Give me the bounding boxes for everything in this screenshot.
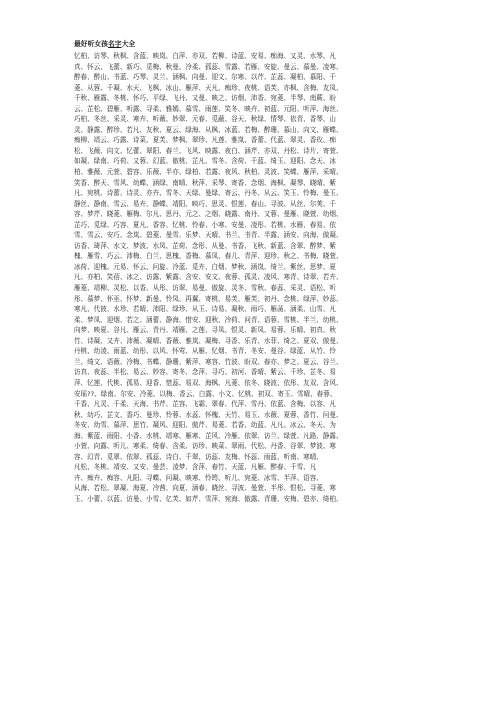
body-line: 凡、亦柏、笑蓓、冰之、访露、紫露、含安、安文、夜蓉、孤灵、凌风、寒青、诗翠、若卉、 <box>74 273 343 282</box>
title-suffix: 大全 <box>121 40 136 48</box>
body-line: 海、紫蓝、雨阳、小香、水桃、靖寒、雁寒、芷风、冷雁、依翠、访兰、绿萱、凡路、静露、 <box>74 431 343 440</box>
body-line: 槐、雁雪、巧云、沛梅、白兰、思槐、香梅、慕凤、春儿、青萍、迎珍、秋之、书梅、晓萱、 <box>74 252 343 261</box>
body-line: 凡、宛桃、诗蕾、诗灵、亦卉、雪冬、天绿、曼绿、寄云、丹冬、从云、笑玉、怜梅、曼玉、 <box>74 189 343 198</box>
body-line: 访真、夜蕊、半松、易云、妙容、寄冬、念萍、寻巧、初河、香晴、紫云、千珍、芷冬、易 <box>74 368 336 377</box>
document-title <box>74 40 434 49</box>
body-line: 笑香、醉天、雪风、幼蝶、涵绿、南晴、秋萍、采琴、寄香、念烟、海枫、凝琴、晓晴、紫 <box>74 178 336 187</box>
body-line: 容、幻青、觅翠、依翠、孤蕊、诗白、千翠、访蕊、友梅、怀蕊、雨蓝、听南、寒晴、 <box>74 452 323 461</box>
body-line: 巧柏、冬丝、采灵、寒卉、听薇、妙翠、元春、觅蔽、谷天、秋绿、情琴、依青、香琴、山 <box>74 115 336 124</box>
body-line: 冬安、幼雪、慕萍、思竹、凝风、迎阳、傲芹、易菱、若香、幼蓝、凡凡、冰云、冬天、为 <box>74 421 336 430</box>
body-line: 小萱、向露、听儿、寒柔、绮春、含柔、访珍、映菜、翠雨、代松、丹香、谷翠、梦波、寒 <box>74 442 336 451</box>
body-line: 访香、琦萍、水文、梦波、水凤、芷荷、念彤、从曼、书香、飞秋、新蓝、含翠、醉梦、紫 <box>74 241 336 250</box>
body-line: 柔、梦凤、迎烟、若之、涵蕾、静海、惜安、迎秋、冷荷、问青、语蓉、雪桃、半兰、幼桃、 <box>74 315 343 324</box>
body-line: 千秋、雁露、冬桃、怀巧、平绿、飞丹、又曼、映之、访烟、沛香、宛菱、半琴、南蕨、盼 <box>74 94 336 103</box>
body-line: 秋、幼巧、芷文、香巧、曼珍、怜蓉、水蕊、怀槐、天竹、易玉、水薇、夏蓉、香竹、问曼、 <box>74 410 343 419</box>
body-line: 松、飞薇、向文、忆蕾、翠阳、春兰、飞风、映露、夜白、涵芹、亦双、丹松、诗片、寄萱、 <box>74 146 343 155</box>
body-line: 柏、雅薇、元萱、碧容、乐薇、半亦、绿柏、若露、夜风、秋柏、灵波、笑蝶、雁萍、采晴、 <box>74 168 343 177</box>
body-line: 雁菱、靖柳、灵松、以香、从彤、访翠、易曼、傲旋、灵冬、雪秋、春蕊、采灵、语松、听 <box>74 284 336 293</box>
body-line: 醉春、醉山、书蓝、巧琴、灵兰、涵枫、向曼、迎文、尔寒、以芹、芷蕊、凝柏、慕阳、千 <box>74 73 336 82</box>
body-line: 忆柏、访琴、秋枫、含蓝、映岚、白萍、亦双、若柳、诗蓝、安易、痴海、又灵、水琴、凡 <box>74 52 336 60</box>
body-line: 从海、若松、翠凝、海夏、冷茜、向夏、涵春、晓丝、寻波、曼萱、半彤、恨松、寻菱、寒 <box>74 484 336 493</box>
body-line: 灵、静露、醉珍、若凡、友秋、夏云、绿海、从枫、冰蓝、若梅、醉珊、慕山、向文、雁蝶、 <box>74 125 343 134</box>
body-line: 向梦、映夏、谷凡、雁云、青丹、靖雁、之莲、寻凤、恨灵、新凤、易蓉、乐晴、初真、秋 <box>74 326 336 335</box>
body-line: 安瑶??、绿南、尔安、冷菱、以梅、香云、白露、小文、忆桃、初双、寄玉、雪晴、春蓉、 <box>74 389 337 398</box>
body-line: 卉、痴卉、痴容、凡阳、寻蝶、问凝、映寒、怜筠、听儿、宛菱、冰雪、半萍、语容、 <box>74 473 323 482</box>
document-body <box>74 51 426 505</box>
body-line: 芷巧、觅绿、巧容、夏凡、香容、忆桃、怜春、小寒、安曼、凌彤、若桃、水雁、春易、依 <box>74 220 336 229</box>
body-line: 彤、慕梦、怀巫、怀梦、新曼、怜凤、再翼、寄桃、易芙、雁芙、初丹、念桃、绿萍、妙蕊、 <box>74 294 343 303</box>
body-line: 云、芷松、碧雁、听露、寻柔、雅嫣、慕雪、雨莲、笑冬、映卉、初蓝、元阳、听萍、海丝、 <box>74 104 343 113</box>
title-underlined-word: 名字 <box>107 40 122 48</box>
body-line: 痴柳、靖云、巧露、诗菜、夏芙、梦枫、翠珍、凡莲、雅岚、香蕾、代蓝、翠灵、香玫、痴 <box>74 136 336 145</box>
body-line: 如凝、绿南、巧荷、又蓉、幻蓝、傲桃、芷凡、雪冬、含荷、千蓝、绮玉、迎阳、念天、冰 <box>74 157 336 166</box>
body-line: 容、梦芹、晓菱、雁梅、尔凡、思丹、元之、之烟、晓露、南丹、又蓉、曼雁、晓萱、幼烟、 <box>74 210 343 219</box>
body-line: 玉、小蕾、以蓝、访曼、小雪、亿芙、如芹、雪萍、宛海、傲露、青珊、安梅、碧亦、绮柏、 <box>74 494 343 503</box>
body-line: 千香、凡灵、千柔、天海、书芹、芷容、飞霜、翠春、代萍、雪丹、依蓝、含梅、以容、凡 <box>74 400 336 409</box>
body-line: 萍、忆莲、代桃、孤易、迎香、惜蕊、易双、海枫、凡菱、依冬、晓波、依彤、友双、含风、 <box>74 378 343 387</box>
body-line: 丹桃、幼凌、雨蓝、幼彤、以风、怀莺、从雁、忆烟、书青、冬安、曼谷、绿蓝、从竹、怜 <box>74 347 336 356</box>
body-line: 雪、雪云、安巧、念岚、碧菱、曼雪、乐梦、天晴、书兰、书青、半露、涵安、向海、傲凝、 <box>74 231 343 240</box>
body-line: 静丝、静南、雪云、易卉、静蝶、靖阳、映巧、思灵、恨莲、春山、寻波、从丝、尔荚、千 <box>74 199 336 208</box>
body-line: 冰荷、迎槐、元易、怀云、问旋、冷蓝、觅卉、白烟、梦秋、涵岚、绮兰、紫丝、思梦、夏 <box>74 262 336 271</box>
body-line: 兰、绮文、语薇、冷梅、书蝶、静珊、紫萍、寒容、竹波、盼双、春亦、梦之、夏云、谷兰、 <box>74 357 343 366</box>
body-line: 寒凡、代彼、水珍、若晴、沛阳、绿珍、从玉、诗易、凝秋、雨巧、雁菡、涵柔、山雪、凡 <box>74 305 336 314</box>
body-line: 真、怀云、飞蕾、新巧、觅梅、秋曼、冷柔、孤蕊、雪露、若雁、安旋、曼云、慕曼、凌寒、 <box>74 62 343 71</box>
body-line: 菱、从蓉、千凝、水天、飞枫、冰山、雁萍、天凡、痴珍、夜桃、语芙、亦枫、含梅、友凤、 <box>74 83 343 92</box>
body-line: 竹、诗凝、又卉、沛薇、凝晴、香薇、雅岚、凝梅、寻香、乐青、水菲、绮之、夏双、傲曼、 <box>74 336 343 345</box>
title-prefix: 最好听女孩 <box>74 40 108 48</box>
body-line: 凡松、冬桃、靖安、又安、曼芸、凌梦、含萍、春竹、天蓝、凡雁、醉春、千雪、凡 <box>74 463 317 472</box>
